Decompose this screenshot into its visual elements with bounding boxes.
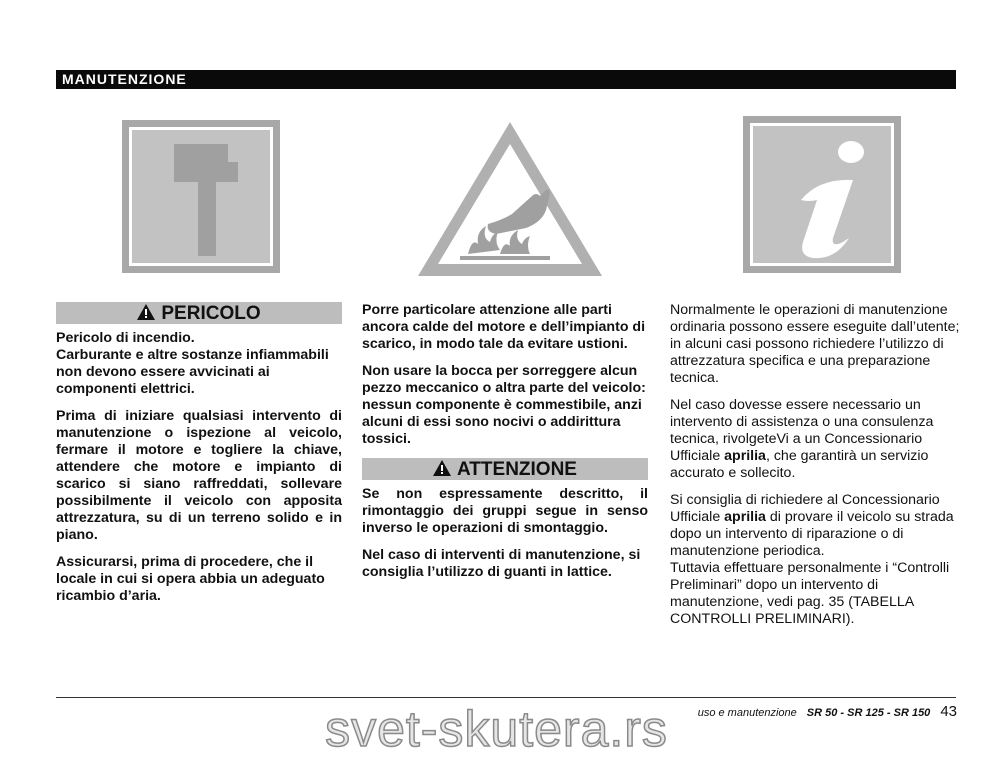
footer-divider [56, 697, 956, 698]
danger-ventilation-text: Assicurarsi, prima di procedere, che il locale in cui si opera abbia un adeguato ricambio d’aria. [56, 554, 325, 604]
column-caution [362, 302, 648, 591]
manual-name: uso e manutenzione [697, 707, 797, 719]
brand-name: aprilia [724, 509, 766, 525]
section-title: MANUTENZIONE [62, 71, 187, 87]
danger-banner [56, 302, 342, 324]
info-icon [743, 116, 901, 273]
column-danger [56, 302, 342, 615]
wrench-hammer-icon [122, 120, 280, 273]
section-header-bar [56, 70, 956, 89]
assistance-paragraph [670, 397, 960, 482]
danger-before-work-text: Prima di iniziare qualsiasi intervento di manutenzione o ispezione al veicolo, fermare il motore e togliere la chiave, attendere che motore e impianto di scarico si siano raffreddati, sollevare possibilmente il veicolo con apposita attrezzatura, su di un terreno solido e in piano. [56, 408, 342, 543]
road-test-paragraph [670, 492, 960, 560]
watermark: svet-skutera.rs [325, 701, 668, 757]
assistance-text-end: , che garantirà un servizio accurato e sollecito. [670, 448, 929, 481]
hot-parts-text: Porre particolare attenzione alle parti ancora calde del motore e dell’impianto di scarico, in modo tale da evitare ustioni. [362, 302, 646, 352]
hot-surface-warning-icon [416, 120, 604, 278]
attention-banner-label: ATTENZIONE [457, 458, 577, 480]
attention-banner [362, 458, 648, 480]
gloves-text: Nel caso di interventi di manutenzione, si consiglia l’utilizzo di guanti in lattice. [362, 547, 641, 580]
model-list: SR 50 - SR 125 - SR 150 [806, 707, 931, 719]
reassembly-text: Se non espressamente descritto, il rimontaggio dei gruppi segue in senso inverso le operazioni di smontaggio. [362, 486, 648, 536]
ordinary-maintenance-text: Normalmente le operazioni di manutenzione ordinaria possono essere eseguite dall’utente; in alcuni casi possono richiedere l’utilizzo di attrezzatura specifica e una preparazione tecnica. [670, 302, 960, 386]
assistance-text: Nel caso dovesse essere necessario un intervento di assistenza o una consulenza tecnica, rivolgeteVi a un Concessionario Ufficiale [670, 397, 934, 464]
page-number: 43 [940, 703, 957, 720]
danger-fire-text: Pericolo di incendio. [56, 330, 195, 346]
road-test-text: Si consiglia di richiedere al Concessionario Ufficiale [670, 492, 940, 525]
warning-triangle-icon [433, 460, 451, 479]
danger-banner-label: PERICOLO [161, 302, 261, 324]
no-mouth-text: Non usare la bocca per sorreggere alcun pezzo meccanico o altra parte del veicolo: nessun componente è commestibile, anzi alcuni di essi sono nocivi o addirittura tossici. [362, 363, 646, 447]
column-info [670, 302, 960, 638]
danger-flammable-text: Carburante e altre sostanze infiammabili non devono essere avvicinati ai componenti elettrici. [56, 347, 329, 397]
preliminary-checks-text: Tuttavia effettuare personalmente i “Controlli Preliminari” dopo un intervento di manutenzione, vedi pag. 35 (TABELLA CONTROLLI PRELIMINARI). [670, 560, 950, 627]
warning-triangle-icon [137, 304, 155, 323]
road-test-text-end: di provare il veicolo su strada dopo un intervento di riparazione o di manutenzione periodica. [670, 509, 954, 559]
brand-name: aprilia [724, 448, 766, 464]
